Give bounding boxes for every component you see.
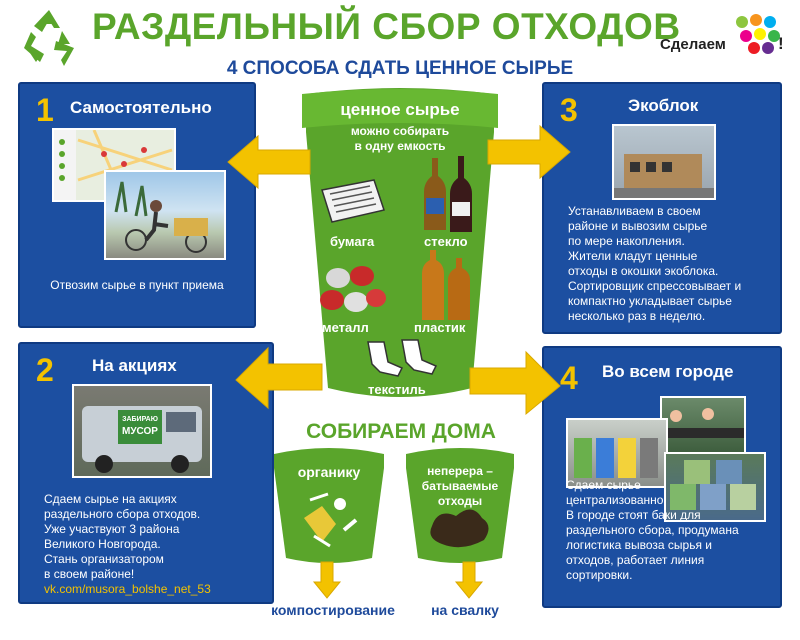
panel-line: по мере накопления. — [568, 234, 685, 248]
item-label-plastic: пластик — [414, 320, 466, 335]
organic-label: органику — [297, 464, 361, 480]
ecoblock-photo — [612, 124, 716, 200]
van-sign-line1: ЗАБИРАЮ — [122, 416, 158, 423]
item-label-textile: текстиль — [368, 382, 426, 397]
panel-line: централизованно. — [566, 493, 667, 507]
panel-number: 3 — [560, 92, 578, 128]
recycle-logo-icon — [14, 4, 84, 74]
van-sign-line2: МУСОР — [122, 426, 158, 437]
bin-title: ценное сырье — [340, 100, 460, 119]
arrow-to-panel1-icon — [222, 128, 312, 198]
panel-line: компактно укладывает сырье — [568, 294, 732, 308]
panel-line: районе и вывозим сырье — [568, 219, 708, 233]
brand-dots-icon — [732, 12, 784, 56]
down-arrow-compost-icon — [312, 560, 342, 600]
item-label-metal: металл — [322, 320, 369, 335]
cargo-bike-photo — [104, 170, 226, 260]
panel-title: Экоблок — [628, 96, 699, 115]
item-label-glass: стекло — [424, 234, 468, 249]
arrow-to-panel3-icon — [486, 118, 576, 188]
panel-line: Сортировщик спрессовывает и — [568, 279, 742, 293]
brand-logo — [660, 12, 790, 62]
panel-title: На акциях — [92, 356, 177, 375]
bottles-icon — [418, 154, 478, 234]
panel-line: несколько раз в неделю. — [568, 309, 706, 323]
item-label-paper: бумага — [330, 234, 375, 249]
compost-label: компостирование — [271, 602, 395, 618]
panel-title: Самостоятельно — [70, 98, 212, 117]
nonrecyclable-label-line: неперера – — [427, 464, 493, 478]
panel-text — [44, 492, 264, 597]
panel-line: отходы в окошки экоблока. — [568, 264, 719, 278]
panel-line: сортировки. — [566, 568, 633, 582]
panel-text — [568, 204, 778, 324]
bin-subtitle-line: можно собирать — [350, 124, 450, 138]
panel-line: Сдаем сырье на акциях — [44, 492, 177, 506]
panel-line: логистика вывоза сырья и — [566, 538, 712, 552]
panel-line: раздельного сбора, продумана — [566, 523, 739, 537]
panel-line: Устанавливаем в своем — [568, 204, 701, 218]
cans-icon — [318, 264, 388, 318]
down-arrow-landfill-icon — [454, 560, 484, 600]
panel-line: Стань организатором — [44, 552, 164, 566]
organic-bin — [270, 446, 388, 566]
sorting-line-photo — [660, 396, 746, 456]
nonrecyclable-label-line: отходы — [437, 494, 483, 508]
bin-subtitle-line: в одну емкость — [354, 139, 446, 153]
bin-subtitle — [296, 124, 504, 154]
vk-link[interactable]: vk.com/musora_bolshe_net_53 — [44, 582, 211, 596]
panel-line: Уже участвуют 3 района — [44, 522, 180, 536]
socks-icon — [362, 338, 442, 378]
panel-text — [566, 478, 776, 583]
home-heading: СОБИРАЕМ ДОМА — [306, 420, 496, 443]
brand-name: Сделаем — [660, 36, 726, 53]
panel-text: Отвозим сырье в пункт приема — [50, 278, 224, 292]
panel-title: Во всем городе — [602, 362, 734, 381]
nonrecyclable-label-line: батываемые — [421, 479, 499, 493]
panel-number: 4 — [560, 360, 578, 396]
nonrecyclable-bin — [402, 446, 518, 566]
panel-line: в своем районе! — [44, 567, 135, 581]
panel-line: отходов, работает линия — [566, 553, 705, 567]
arrow-to-panel2-icon — [232, 340, 324, 414]
panel-line: раздельного сбора отходов. — [44, 507, 201, 521]
arrow-to-panel4-icon — [468, 342, 564, 422]
panel-number: 1 — [36, 92, 54, 128]
panel-number: 2 — [36, 352, 54, 388]
newspaper-icon — [318, 176, 388, 226]
panel-self-delivery — [18, 82, 256, 328]
panel-line: В городе стоят баки для — [566, 508, 701, 522]
panel-line: Великого Новгорода. — [44, 537, 161, 551]
page-subtitle: 4 СПОСОБА СДАТЬ ЦЕННОЕ СЫРЬЕ — [226, 58, 574, 79]
panel-line: Сдаем сырье — [566, 478, 641, 492]
panel-line: Жители кладут ценные — [568, 249, 698, 263]
plastic-bottles-icon — [416, 248, 476, 324]
panel-citywide — [542, 346, 782, 608]
panel-ecoblock — [542, 82, 782, 334]
landfill-label: на свалку — [431, 602, 499, 618]
brand-exclamation: ! — [778, 34, 784, 53]
page-title: РАЗДЕЛЬНЫЙ СБОР ОТХОДОВ — [92, 6, 681, 47]
nonrecyclable-label — [402, 464, 518, 509]
collection-van-photo — [72, 384, 212, 478]
